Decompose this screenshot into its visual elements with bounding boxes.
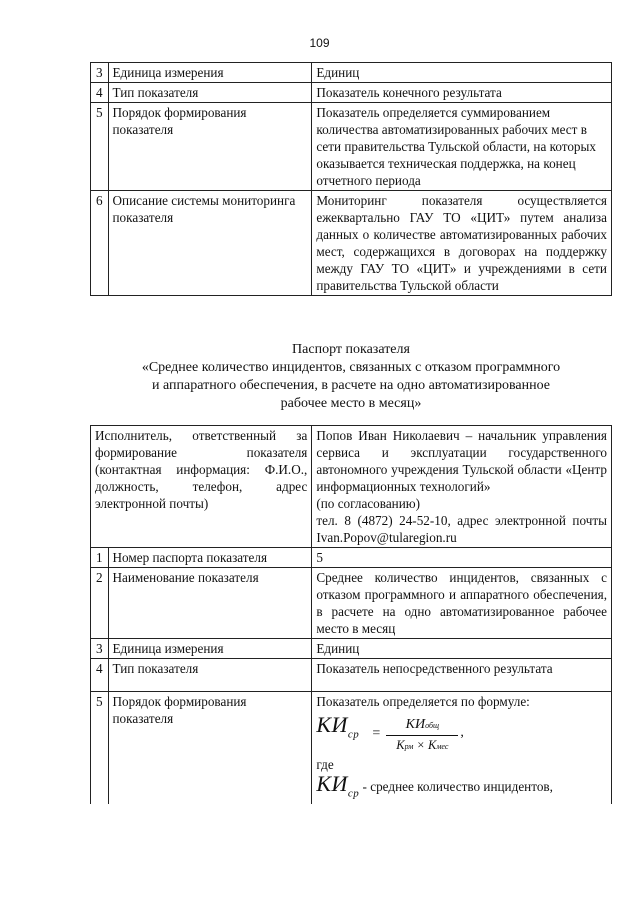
- formula-lhs: [316, 712, 360, 741]
- formula-equals: =: [372, 726, 381, 741]
- table-row: [91, 63, 612, 83]
- passport-subtitle-line: «Среднее количество инцидентов, связанных с отказом программного: [141, 360, 561, 375]
- row-number: 1: [91, 548, 109, 568]
- passport-subtitle-line: и аппаратного обеспечения, в расчете на одно автоматизированное: [152, 378, 550, 393]
- row-label: Описание системы мониторинга показателя: [108, 191, 312, 296]
- executor-contacts: тел. 8 (4872) 24-52-10, адрес электронной почты Ivan.Popov@tularegion.ru: [316, 513, 607, 545]
- row-label: Наименование показателя: [108, 568, 312, 639]
- row-number: 2: [91, 568, 109, 639]
- row-number: 6: [91, 191, 109, 296]
- row-value: Единиц: [312, 639, 612, 659]
- executor-label: Исполнитель, ответственный за формирование показателя (контактная информация: Ф.И.О., должность, телефон, адрес электронной почты): [91, 426, 312, 548]
- table-row: [91, 568, 612, 639]
- formula-fraction: [386, 716, 458, 755]
- row-value: Среднее количество инцидентов, связанных с отказом программного и аппаратного обеспечения, в расчете на одно автоматизированное рабочее место в месяц: [312, 568, 612, 639]
- passport-heading: Паспорт показателя: [292, 342, 410, 357]
- times-sign: ×: [416, 738, 425, 752]
- numerator-symbol: КИ: [405, 717, 426, 732]
- page-number: 109: [309, 36, 330, 50]
- row-value: Показатель непосредственного результата: [312, 659, 612, 692]
- indicator-passport-table: [90, 425, 612, 804]
- formula-denominator: [386, 736, 458, 755]
- table-row: [91, 83, 612, 103]
- denominator-k2: К: [428, 738, 437, 752]
- row-number: 4: [91, 659, 109, 692]
- row-value: Мониторинг показателя осуществляется ежеквартально ГАУ ТО «ЦИТ» путем анализа данных о количестве автоматизированных рабочих мест, содержащихся в договорах на поддержку между ГАУ ТО «ЦИТ» и учреждениями в сети правительства Тульской области: [312, 191, 612, 296]
- where-label: где: [316, 757, 334, 772]
- denominator-k1-subscript: рм: [404, 742, 414, 751]
- row-label: Тип показателя: [108, 659, 312, 692]
- row-value: Показатель конечного результата: [312, 83, 612, 103]
- table-row: [91, 191, 612, 296]
- passport-title: [90, 341, 612, 413]
- formula-lhs-subscript: ср: [347, 728, 360, 741]
- definition-text: - среднее количество инцидентов,: [359, 779, 553, 794]
- executor-value: [312, 426, 612, 548]
- table-row: [91, 639, 612, 659]
- row-label: Номер паспорта показателя: [108, 548, 312, 568]
- indicator-table-continued: [90, 62, 612, 296]
- row-value: Показатель определяется суммированием количества автоматизированных рабочих мест в сети правительства Тульской области, на которых оказывается техническая поддержка, на конец отчетного периода: [312, 103, 612, 191]
- formula-intro: Показатель определяется по формуле:: [316, 694, 530, 709]
- row-number: 3: [91, 63, 109, 83]
- definition-line: [316, 771, 607, 802]
- formula-numerator: [386, 716, 458, 736]
- denominator-k1: К: [396, 738, 405, 752]
- row-value: 5: [312, 548, 612, 568]
- denominator-k2-subscript: мес: [436, 742, 449, 751]
- table-row: [91, 692, 612, 805]
- table-row: [91, 659, 612, 692]
- row-number: 3: [91, 639, 109, 659]
- definition-symbol-subscript: ср: [347, 787, 360, 800]
- definition-symbol-main: КИ: [316, 771, 348, 796]
- executor-agreement: (по согласованию): [316, 496, 421, 511]
- row-number: 5: [91, 103, 109, 191]
- row-label: Единица измерения: [108, 639, 312, 659]
- formula-comma: ,: [460, 725, 464, 740]
- definition-symbol: [316, 771, 360, 800]
- table-row: [91, 103, 612, 191]
- executor-name: Попов Иван Николаевич – начальник управления сервиса и эксплуатации государственного автономного учреждения Тульской области «Центр информационных технологий»: [316, 428, 607, 494]
- row-label: Единица измерения: [108, 63, 312, 83]
- row-label: Порядок формирования показателя: [108, 692, 312, 805]
- executor-row: [91, 426, 612, 548]
- formula-cell: [312, 692, 612, 805]
- formula: [316, 712, 607, 754]
- row-label: Порядок формирования показателя: [108, 103, 312, 191]
- row-number: 5: [91, 692, 109, 805]
- row-number: 4: [91, 83, 109, 103]
- passport-subtitle-line: рабочее место в месяц»: [280, 396, 422, 411]
- row-label: Тип показателя: [108, 83, 312, 103]
- row-value: Единиц: [312, 63, 612, 83]
- formula-lhs-symbol: КИ: [316, 712, 348, 737]
- numerator-subscript: общ: [425, 721, 440, 730]
- table-row: [91, 548, 612, 568]
